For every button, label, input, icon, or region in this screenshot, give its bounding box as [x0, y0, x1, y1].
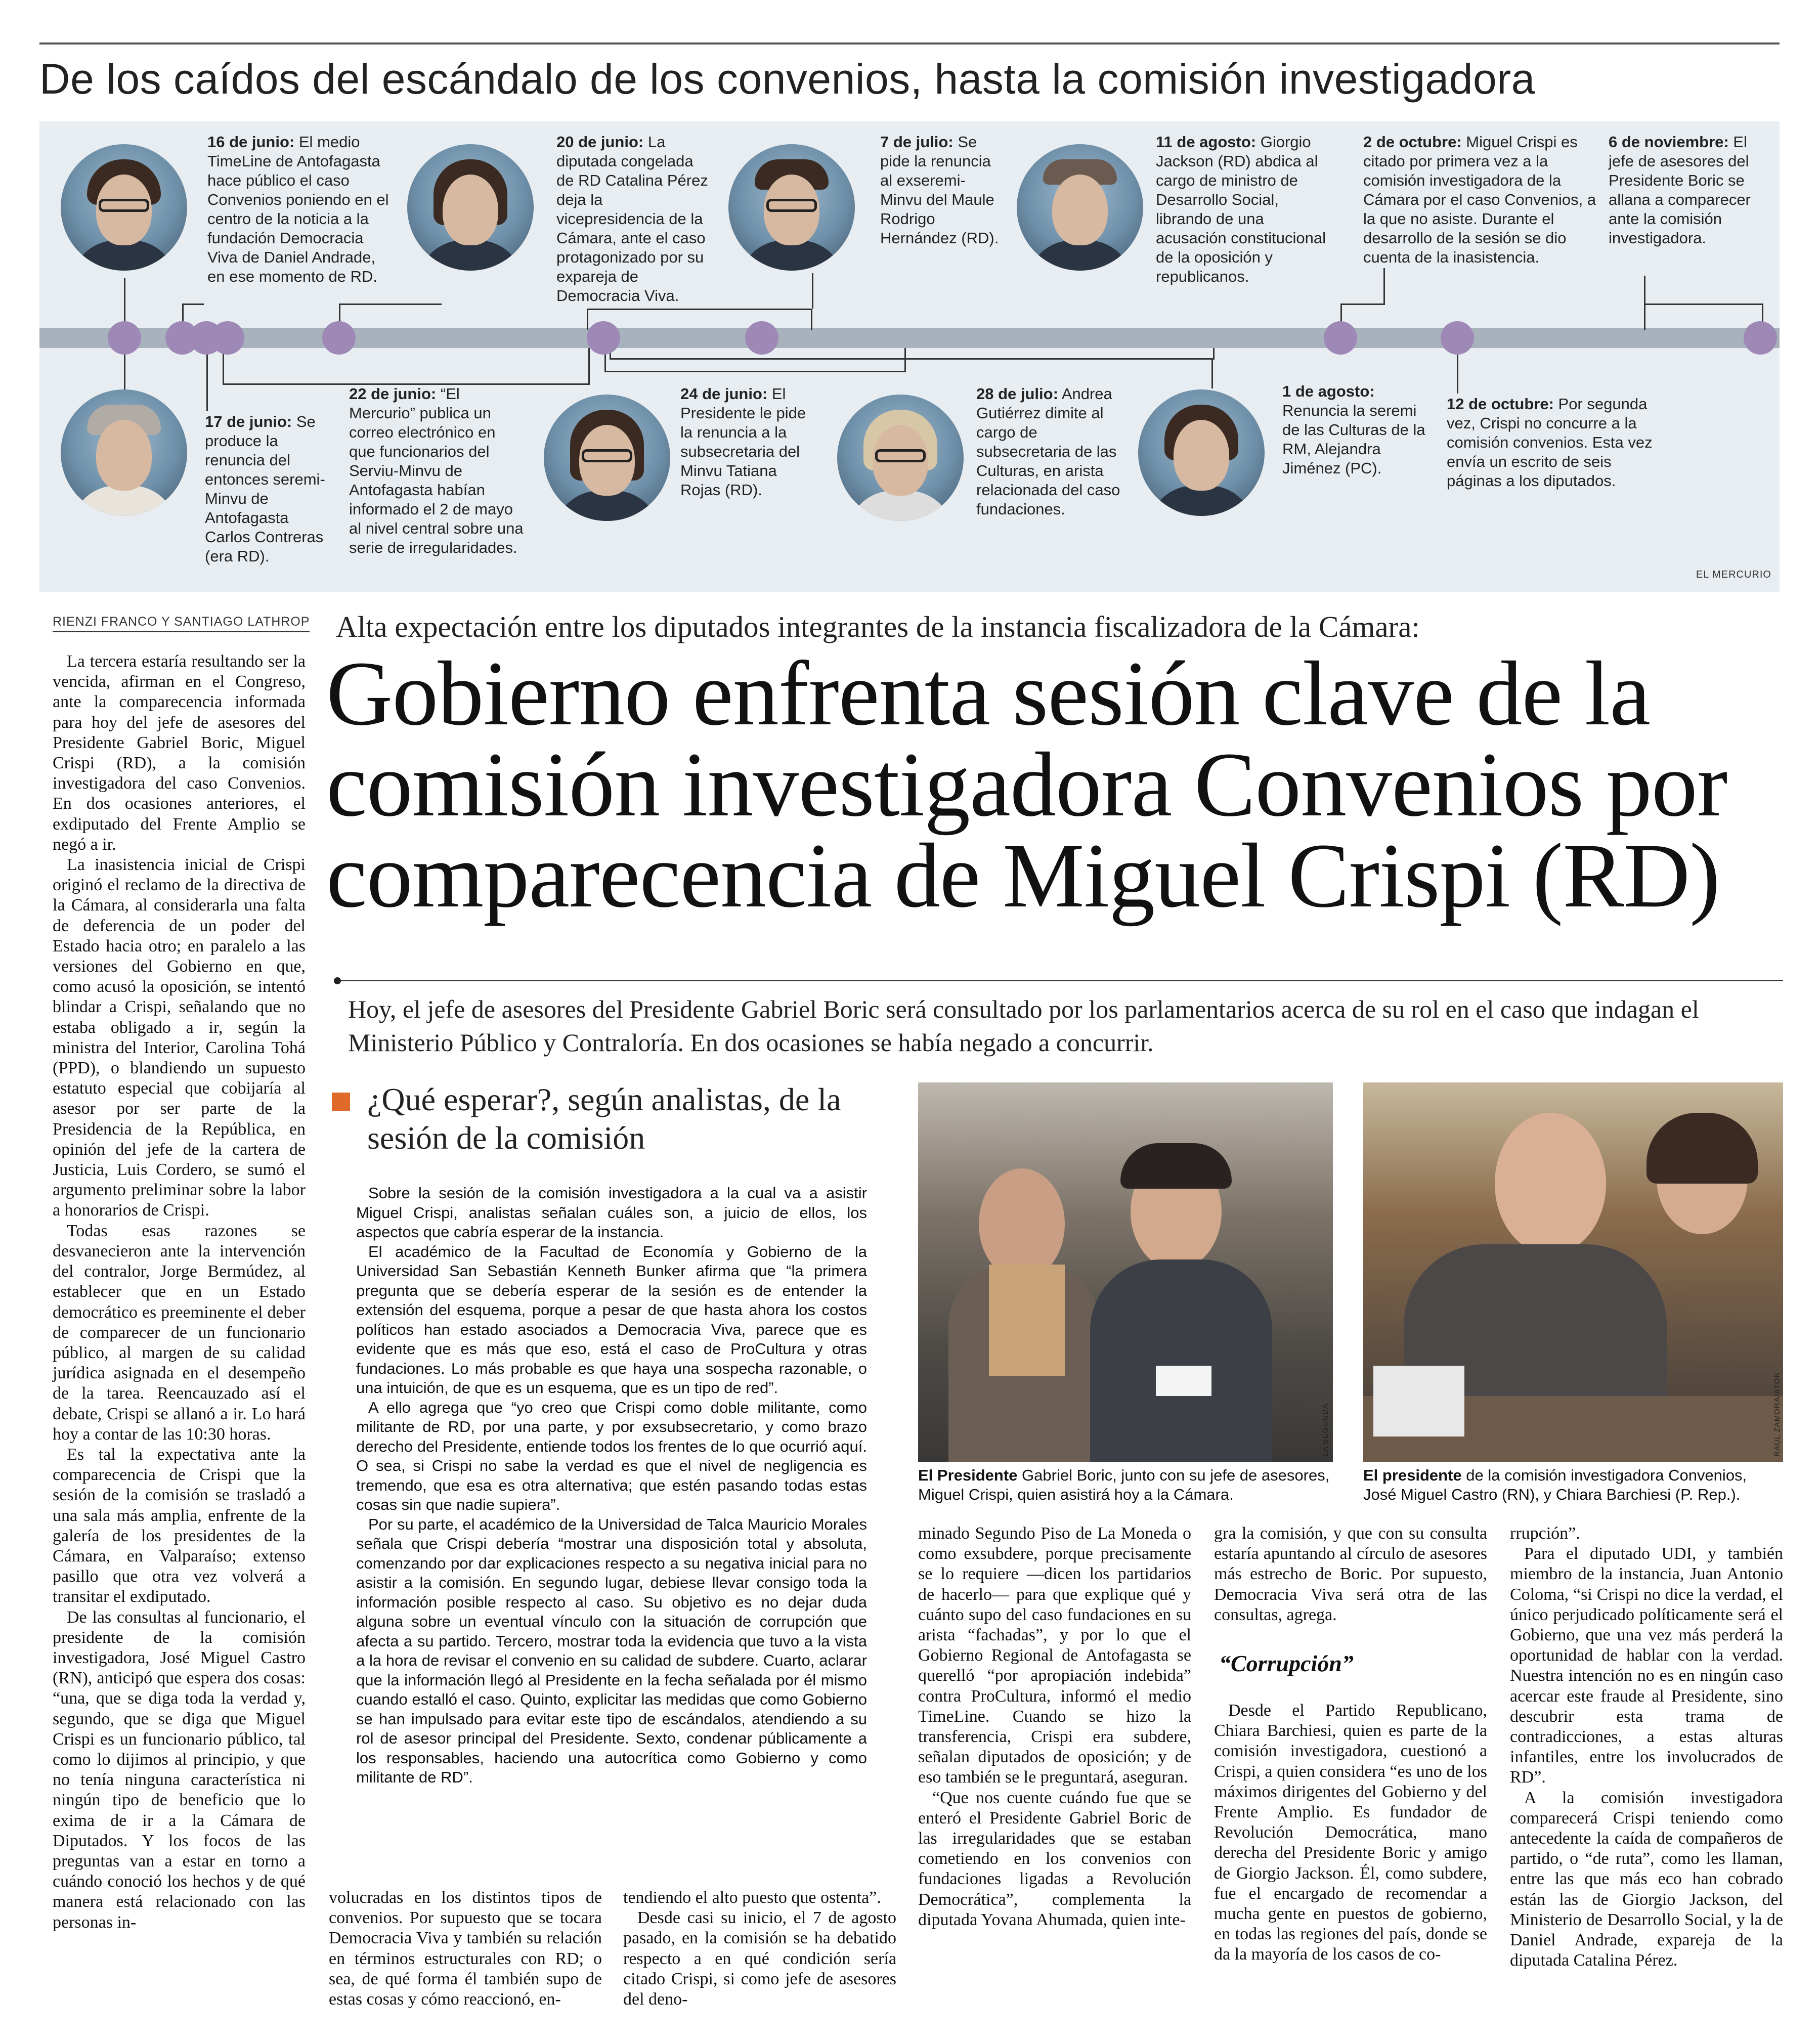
timeline-event: 2 de octubre: Miguel Crispi es citado por primera vez a la comisión investigadora de la Cámara por el caso Convenios, a la que no asiste. Durante el desarrollo de la sesión se dio cuenta de la inasistencia. — [1363, 133, 1596, 266]
square-bullet-icon — [332, 1093, 350, 1111]
timeline-marker — [322, 321, 356, 355]
portrait-rodrigo-hernandez — [728, 144, 855, 271]
paragraph: A la comisión investigadora comparecerá Crispi teniendo como antecedente la caída de compañeros de partido, o “de ruta”, como les llaman, entre las que más eco han cobrado están las de Giorgio Jackson, del Ministerio de Desarrollo Social, y la de Daniel Andrade, expareja de la diputada Catalina Pérez. — [1510, 1788, 1783, 1970]
portrait-catalina-perez — [407, 144, 534, 271]
photo-castro-barchiesi — [1363, 1082, 1783, 1462]
timeline-title: De los caídos del escándalo de los convenios, hasta la comisión investigadora — [39, 55, 1535, 103]
connector — [761, 273, 813, 309]
timeline-event: 16 de junio: El medio TimeLine de Antofagasta hace público el caso Convenios poniendo en el centro de la noticia a la fundación Democracia Viva de Daniel Andrade, en ese momento de RD. — [207, 133, 389, 285]
connector — [223, 348, 590, 385]
timeline-marker — [745, 321, 778, 355]
timeline-marker — [108, 321, 141, 355]
connector — [1457, 348, 1458, 394]
paragraph: A ello agrega que “yo creo que Crispi como doble militante, como militante de RD, por una parte, y por exsubsecretario, y como brazo derecho del Presidente, entiende todos los frentes de lo que ocurrió aquí. O sea, si Crispi no sabe la verdad es que el nivel de negligencia es tremendo, que esa es otra alternativa; que estén pasando todas estas cosas sin que nadie supiera”. — [356, 1398, 867, 1513]
body-column-1 — [53, 651, 306, 1933]
paragraph: gra la comisión, y que con su consulta estaría apuntando al círculo de asesores más estrecho de Boric. Por supuesto, Democracia Viva será otra de las consultas, agrega. — [1214, 1524, 1487, 1624]
connector — [1383, 268, 1385, 305]
body-column-5 — [1214, 1524, 1487, 1625]
portrait-tatiana-rojas — [544, 395, 670, 521]
paragraph: volucradas en los distintos tipos de convenios. Por supuesto que se tocara Democracia Viva y también su relación en términos estructurales con RD; o sea, de qué forma él también supo de estas cosas y cómo reaccionó, en- — [329, 1888, 602, 2009]
paragraph: El académico de la Facultad de Economía y Gobierno de la Universidad San Sebastián Kenneth Bunker afirma que “la primera pregunta que se debería esperar de la sesión es de entender la extensión del esquema, porque a pesar de que hasta ahora los costos políticos han estado asociados a Democracia Viva, parece que es evidente que es más que eso, está el caso de ProCultura y otras fundaciones. Lo más probable es que haya una sospecha razonable, o una intuición, de que es un esquema, que es un tipo de red”. — [356, 1242, 867, 1397]
timeline-bar — [39, 328, 1780, 348]
connector — [610, 348, 1215, 360]
paragraph: Por su parte, el académico de la Universidad de Talca Mauricio Morales señala que Crispi debería “mostrar una disposición total y absoluta, comenzando por dar explicaciones respecto a su negativa inicial para no asistir a la comisión. En segundo lugar, debiese llevar consigo toda la información posible respecto al caso. Su objetivo es no dejar duda alguna sobre un eventual vínculo con la situación de corrupción que afecta a su partido. Tercero, mostrar toda la evidencia que tuvo a la vista a la hora de revisar el convenio en su calidad de subdere. Cuarto, aclarar que la información llegó al Presidente en la fecha señalada por él mismo cuando estalló el caso. Quinto, explicitar las medidas que como Gobierno se han impulsado para evitar este tipo de escándalos, atendiendo a su rol de asesor principal del Presidente. Sexto, condenar públicamente a los responsables, haciendo una autocrítica como Gobierno y como militante de RD”. — [356, 1515, 867, 1786]
sidebar-title: ¿Qué esperar?, según analistas, de la sesión de la comisión — [367, 1081, 841, 1156]
body-column-2 — [329, 1888, 602, 2010]
portrait-carlos-contreras — [61, 389, 187, 516]
paragraph: La inasistencia inicial de Crispi originó el reclamo de la directiva de la Cámara, al considerarla una falta de deferencia de un poder del Estado hacia otro; en paralelo a las versiones del Gobierno en que, como acusó la oposición, se intentó blindar a Crispi, señalando que no estaba obligado a ir, según la ministra del Interior, Carolina Tohá (PPD), o blandiendo un supuesto estatuto especial que cobijaría al asesor por ser parte de la Presidencia de la República, en opinión del jefe de la cartera de Justicia, Luis Cordero, se sumó el argumento preliminar sobre la labor a honorarios de Crispi. — [53, 855, 306, 1220]
timeline-event: 12 de octubre: Por segunda vez, Crispi no concurre a la comisión convenios. Esta vez envía un escrito de seis páginas a los diputados. — [1447, 395, 1653, 490]
body-column-4 — [918, 1524, 1191, 1930]
deck: Hoy, el jefe de asesores del Presidente Gabriel Boric será consultado por los parlamentarios acerca de su rol en el caso que indagan el Ministerio Público y Contraloría. En dos ocasiones se había negado a concurrir. — [348, 995, 1699, 1057]
timeline-event: 24 de junio: El Presidente le pide la renuncia a la subsecretaria del Minvu Tatiana Rojas (RD). — [680, 385, 806, 499]
paragraph: Desde el Partido Republicano, Chiara Barchiesi, quien es parte de la comisión investigadora, cuestionó a Crispi, a quien considera “es uno de los máximos dirigentes del Gobierno y del Frente Amplio. Es fundador de Revolución Democrática, mano derecha del Presidente Boric y amigo de Giorgio Jackson. Él, como subdere, fue el encargado de recomendar a mucha gente en puestos de gobierno, en todas las regiones del país, donde se da la mayoría de los casos de co- — [1214, 1701, 1487, 1964]
paragraph: minado Segundo Piso de La Moneda o como exsubdere, porque precisamente se lo requiere —dicen los partidarios de hacerlo— para que explique qué y cuánto supo del caso fundaciones en su arista “fachadas”, y por lo que el Gobierno Regional de Antofagasta se querelló “por apropiación indebida” contra ProCultura, informó el medio TimeLine. Cuando se hizo la transferencia, Crispi era subdere, señalan diputados de oposición; y de eso también se le preguntará, aseguran. — [918, 1524, 1191, 1787]
paragraph: La tercera estaría resultando ser la vencida, afirman en el Congreso, ante la comparecencia informada para hoy del jefe de asesores del Presidente Gabriel Boric, Miguel Crispi (RD), a la comisión investigadora del caso Convenios. En dos ocasiones anteriores, el exdiputado del Frente Amplio se negó a ir. — [53, 652, 306, 854]
headline: Gobierno enfrenta sesión clave de la comisión investigadora Convenios por comparecencia de Miguel Crispi (RD) — [326, 643, 1727, 927]
body-column-3 — [623, 1888, 896, 2010]
sidebar-body — [356, 1184, 867, 1788]
photo-boric-crispi — [918, 1082, 1333, 1462]
timeline-event: 1 de agosto: Renuncia la seremi de las Culturas de la RM, Alejandra Jiménez (PC). — [1282, 382, 1425, 477]
connector — [206, 348, 208, 411]
paragraph: tendiendo el alto puesto que ostenta”. — [623, 1888, 881, 1907]
body-column-5b — [1214, 1701, 1487, 1965]
kicker: Alta expectación entre los diputados integrantes de la instancia fiscalizadora de la Cámara: — [336, 610, 1420, 643]
timeline-event: 22 de junio: “El Mercurio” publica un correo electrónico en que funcionarios del Serviu-Minvu de Antofagasta habían informado el 2 de mayo al nivel central sobre una serie de irregularidades. — [349, 385, 524, 556]
timeline-event: 11 de agosto: Giorgio Jackson (RD) abdica al cargo de ministro de Desarrollo Social, librando de una acusación constitucional de la oposición y republicanos. — [1156, 133, 1326, 285]
portrait-daniel-andrade — [61, 144, 187, 271]
timeline-marker — [587, 321, 620, 355]
timeline-marker — [1744, 321, 1777, 355]
portrait-giorgio-jackson — [1017, 144, 1143, 271]
subhead: “Corrupción” — [1219, 1650, 1354, 1676]
timeline-event: 7 de julio: Se pide la renuncia al exseremi-Minvu del Maule Rodrigo Hernández (RD). — [880, 133, 999, 247]
paragraph: “Que nos cuente cuándo fue que se enteró el Presidente Gabriel Boric de las irregularidades que se estaban cometiendo en los convenios con fundaciones ligadas a Revolución Democrática”, complementa la diputada Yovana Ahumada, quien inte- — [918, 1788, 1191, 1929]
body-column-6 — [1510, 1524, 1783, 1971]
divider — [334, 980, 1783, 981]
top-rule — [39, 42, 1780, 45]
bullet-dot-icon — [334, 977, 341, 984]
portrait-alejandra-jimenez — [1138, 389, 1265, 516]
timeline-event: 28 de julio: Andrea Gutiérrez dimite al cargo de subsecretaria de las Culturas, en arista relacionada del caso fundaciones. — [976, 385, 1120, 518]
timeline-event: 20 de junio: La diputada congelada de RD Catalina Pérez deja la vicepresidencia de la Cámara, ante el caso protagonizado por su expareja de Democracia Viva. — [556, 133, 708, 305]
photo-caption: El Presidente Gabriel Boric, junto con su jefe de asesores, Miguel Crispi, quien asistirá hoy a la Cámara. — [918, 1466, 1330, 1503]
paragraph: De las consultas al funcionario, el presidente de la comisión investigadora, José Miguel Castro (RN), anticipó que espera dos cosas: “una, que se diga toda la verdad y, segundo, que se diga que Miguel Crispi es un funcionario público, tal como lo dijimos al principio, y que no tenía ninguna característica ni ningún tipo de beneficio que lo exima de ir a la Cámara de Diputados. Y los focos de las preguntas van a estar en torno a cuándo conoció los hechos y de qué manera está relacionado con las personas in- — [53, 1607, 306, 1932]
photo-credit: RAÚL ZAMORA/ATON — [1773, 1371, 1782, 1457]
connector — [1211, 358, 1213, 388]
timeline-credit: EL MERCURIO — [1696, 569, 1771, 580]
connector — [339, 303, 442, 330]
byline: RIENZI FRANCO Y SANTIAGO LATHROP — [53, 615, 310, 632]
timeline-marker — [1324, 321, 1357, 355]
connector — [587, 309, 812, 330]
paragraph: Para el diputado UDI, y también miembro de la instancia, Juan Antonio Coloma, “si Crispi no dice la verdad, el único perjudicado políticamente será el Gobierno, que una vez más perderá la oportunidad de hablar con la verdad. Nuestra intención no es en ningún caso acercar este fraude al Presidente, sino descubrir esta trama de contradicciones, a estas alturas infantiles, entre los involucrados de RD”. — [1510, 1544, 1783, 1787]
paragraph: Todas esas razones se desvanecieron ante la intervención del contralor, Jorge Bermúdez, al establecer que en un Estado democrático es preeminente el deber de comparecer de un funcionario público, al margen de su calidad jurídica asignada en el desempeño de la tarea. Reencauzado así el debate, Crispi se allanó a ir. Lo hará hoy a contar de las 10:30 horas. — [53, 1221, 306, 1444]
connector — [1644, 276, 1645, 305]
photo-caption: El presidente de la comisión investigadora Convenios, José Miguel Castro (RN), y Chiara Barchiesi (P. Rep.). — [1363, 1466, 1747, 1503]
timeline-event: 17 de junio: Se produce la renuncia del entonces seremi-Minvu de Antofagasta Carlos Contreras (era RD). — [205, 413, 325, 565]
timeline-marker — [211, 321, 244, 355]
paragraph: Sobre la sesión de la comisión investigadora a la cual va a asistir Miguel Crispi, analistas señalan cuáles son, a juicio de ellos, los aspectos que cabría esperar de la instancia. — [356, 1184, 867, 1241]
timeline-event: 6 de noviembre: El jefe de asesores del Presidente Boric se allana a comparecer ante la comisión investigadora. — [1609, 133, 1751, 247]
paragraph: Desde casi su inicio, el 7 de agosto pasado, en la comisión se ha debatido respecto a en qué condición sería citado Crispi, si como jefe de asesores del deno- — [623, 1908, 896, 2009]
paragraph: Es tal la expectativa ante la comparecencia de Crispi que la sesión de la comisión se trasladó a una sala más amplia, enfrente de la galería de los presidentes de la Cámara, en Valparaíso; extenso pasillo que otra vez volverá a transitar el exdiputado. — [53, 1445, 306, 1606]
timeline-marker — [1441, 321, 1474, 355]
paragraph: rrupción”. — [1510, 1524, 1580, 1543]
connector — [1644, 303, 1763, 330]
photo-credit: LA SEGUNDA — [1321, 1403, 1330, 1457]
portrait-andrea-gutierrez — [837, 395, 964, 521]
